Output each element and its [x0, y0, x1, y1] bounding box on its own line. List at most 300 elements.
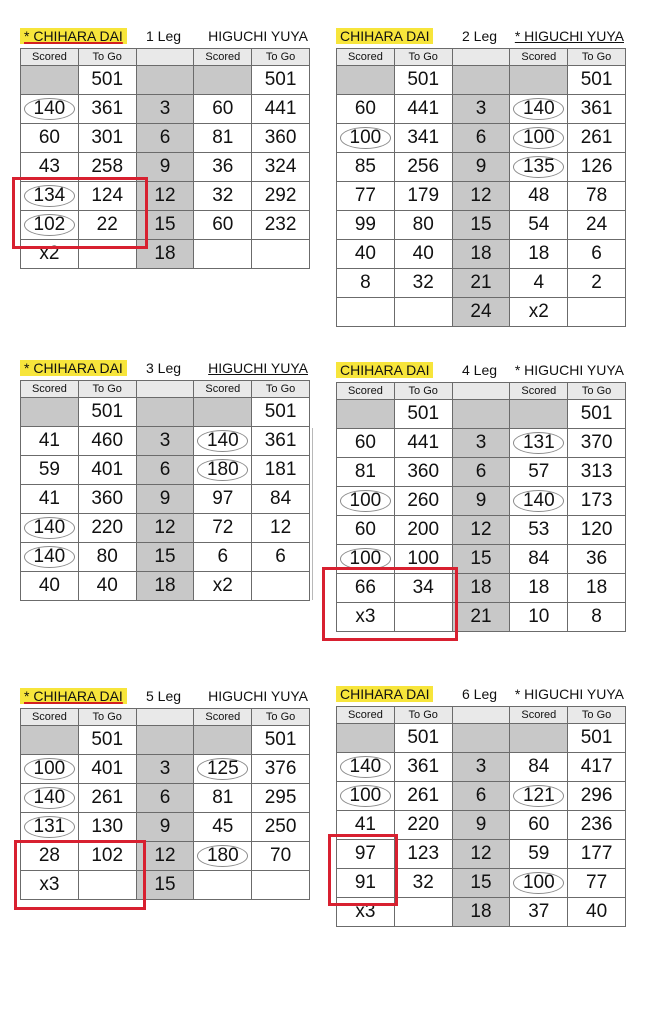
p2-scored-cell: 10	[510, 603, 568, 632]
leg-number: 1 Leg	[146, 28, 182, 44]
table-row	[337, 298, 626, 327]
darts-cell: 15	[136, 211, 194, 240]
p1-togo-header: To Go	[394, 383, 452, 400]
p2-scored-cell	[510, 724, 568, 753]
p1-scored-cell: 40	[337, 240, 395, 269]
p1-start-score: 501	[78, 726, 136, 755]
table-row	[21, 784, 310, 813]
darts-cell: 15	[452, 869, 510, 898]
p1-scored-cell	[337, 400, 395, 429]
darts-cell: 3	[452, 429, 510, 458]
p2-togo-cell: 361	[252, 427, 310, 456]
table-row	[21, 755, 310, 784]
p2-togo-cell: 181	[252, 456, 310, 485]
p1-togo-cell: 360	[394, 458, 452, 487]
p2-togo-cell: 295	[252, 784, 310, 813]
p1-scored-cell: 91	[337, 869, 395, 898]
p1-togo-cell: 100	[394, 545, 452, 574]
p2-togo-cell: 361	[568, 95, 626, 124]
p1-scored-cell: 60	[337, 95, 395, 124]
table-row	[337, 124, 626, 153]
p1-togo-cell: 341	[394, 124, 452, 153]
p2-togo-cell: 84	[252, 485, 310, 514]
p2-togo-cell: 236	[568, 811, 626, 840]
p1-scored-cell: 97	[337, 840, 395, 869]
p1-scored-cell: x3	[21, 871, 79, 900]
p1-scored-cell: 100	[337, 545, 395, 574]
p1-scored-cell: 100	[337, 782, 395, 811]
p2-scored-cell	[510, 66, 568, 95]
player2-name: * HIGUCHI YUYA	[514, 28, 624, 44]
darts-cell: 18	[136, 572, 194, 601]
p1-togo-cell: 40	[78, 572, 136, 601]
table-row	[21, 813, 310, 842]
table-row	[337, 429, 626, 458]
p2-scored-cell: 60	[194, 211, 252, 240]
p1-togo-cell: 260	[394, 487, 452, 516]
p1-scored-cell: 43	[21, 153, 79, 182]
start-row	[21, 66, 310, 95]
p2-togo-cell: 6	[568, 240, 626, 269]
table-row	[337, 487, 626, 516]
table-row	[21, 572, 310, 601]
p1-togo-cell: 460	[78, 427, 136, 456]
darts-cell: 3	[452, 95, 510, 124]
darts-cell: 6	[136, 456, 194, 485]
leg-header	[20, 686, 310, 708]
p1-scored-cell: 85	[337, 153, 395, 182]
leg-number: 3 Leg	[146, 360, 182, 376]
darts-header	[136, 709, 194, 726]
p1-scored-cell: 60	[21, 124, 79, 153]
leg-header	[336, 360, 626, 382]
p2-scored-cell: 180	[194, 842, 252, 871]
p1-togo-cell: 179	[394, 182, 452, 211]
p2-scored-cell: 54	[510, 211, 568, 240]
p2-scored-header: Scored	[194, 381, 252, 398]
p2-scored-header: Scored	[194, 49, 252, 66]
p1-scored-cell: 131	[21, 813, 79, 842]
p2-togo-cell: 173	[568, 487, 626, 516]
p1-togo-cell: 361	[78, 95, 136, 124]
p1-start-score: 501	[394, 724, 452, 753]
p2-togo-cell: 313	[568, 458, 626, 487]
p2-scored-cell: 140	[510, 95, 568, 124]
p2-start-score: 501	[252, 398, 310, 427]
p2-scored-cell: 59	[510, 840, 568, 869]
p2-togo-cell: 36	[568, 545, 626, 574]
table-row	[337, 240, 626, 269]
table-row	[337, 269, 626, 298]
p1-start-score: 501	[394, 66, 452, 95]
darts-cell: 21	[452, 603, 510, 632]
player2-name: * HIGUCHI YUYA	[514, 362, 624, 378]
p2-scored-cell: 84	[510, 753, 568, 782]
p2-scored-cell: 37	[510, 898, 568, 927]
p2-start-score: 501	[568, 724, 626, 753]
p2-togo-cell: 417	[568, 753, 626, 782]
p2-togo-cell: 292	[252, 182, 310, 211]
leg-header	[20, 358, 310, 380]
p2-togo-cell	[252, 572, 310, 601]
p2-scored-cell: 100	[510, 124, 568, 153]
p2-togo-cell: 78	[568, 182, 626, 211]
table-row	[337, 782, 626, 811]
darts-cell: 12	[136, 182, 194, 211]
darts-cell: 18	[452, 240, 510, 269]
darts-cell: 6	[136, 784, 194, 813]
darts-cell: 6	[452, 782, 510, 811]
p2-togo-cell: 232	[252, 211, 310, 240]
p1-togo-cell: 34	[394, 574, 452, 603]
player1-name: * CHIHARA DAI	[20, 688, 127, 704]
p1-scored-cell	[21, 398, 79, 427]
darts-header	[452, 49, 510, 66]
p1-scored-cell: 28	[21, 842, 79, 871]
p1-scored-cell: 41	[337, 811, 395, 840]
p2-togo-cell: 40	[568, 898, 626, 927]
start-row	[337, 400, 626, 429]
p2-togo-cell: 18	[568, 574, 626, 603]
p1-togo-cell: 130	[78, 813, 136, 842]
p1-togo-header: To Go	[78, 381, 136, 398]
p2-scored-cell: 45	[194, 813, 252, 842]
p2-scored-cell	[194, 726, 252, 755]
p1-scored-cell: 134	[21, 182, 79, 211]
table-row	[337, 95, 626, 124]
player2-name: HIGUCHI YUYA	[208, 688, 308, 704]
leg-2-scoresheet	[336, 26, 626, 327]
player2-name: HIGUCHI YUYA	[208, 28, 308, 44]
p2-scored-cell: 53	[510, 516, 568, 545]
p1-togo-cell: 200	[394, 516, 452, 545]
p1-scored-header: Scored	[21, 381, 79, 398]
p1-scored-cell: 100	[337, 124, 395, 153]
player2-name: * HIGUCHI YUYA	[514, 686, 624, 702]
p1-scored-cell: 100	[337, 487, 395, 516]
player1-name: CHIHARA DAI	[336, 686, 433, 702]
darts-header	[452, 383, 510, 400]
p2-start-score: 501	[568, 400, 626, 429]
p2-togo-cell: 360	[252, 124, 310, 153]
p2-togo-cell: 12	[252, 514, 310, 543]
p2-togo-header: To Go	[252, 49, 310, 66]
p2-togo-cell: 120	[568, 516, 626, 545]
p2-scored-cell: x2	[194, 572, 252, 601]
column-divider	[312, 428, 313, 600]
p2-scored-cell: 36	[194, 153, 252, 182]
p2-scored-cell: 32	[194, 182, 252, 211]
darts-cell: 3	[136, 427, 194, 456]
table-row	[21, 124, 310, 153]
darts-cell	[452, 66, 510, 95]
p2-scored-cell: 81	[194, 124, 252, 153]
player1-name: * CHIHARA DAI	[20, 360, 127, 376]
table-row	[337, 153, 626, 182]
p1-start-score: 501	[394, 400, 452, 429]
p2-togo-cell	[252, 240, 310, 269]
p1-togo-cell: 220	[78, 514, 136, 543]
darts-cell: 15	[452, 545, 510, 574]
p2-togo-cell: 6	[252, 543, 310, 572]
darts-cell	[452, 724, 510, 753]
darts-cell: 15	[452, 211, 510, 240]
p2-togo-cell: 8	[568, 603, 626, 632]
start-row	[337, 724, 626, 753]
checkout-highlight-box	[322, 567, 458, 641]
p1-togo-cell: 102	[78, 842, 136, 871]
p2-togo-cell: 370	[568, 429, 626, 458]
start-row	[21, 726, 310, 755]
p2-scored-cell: 100	[510, 869, 568, 898]
darts-cell: 12	[136, 514, 194, 543]
p2-togo-cell	[252, 871, 310, 900]
p1-scored-header: Scored	[337, 707, 395, 724]
p1-scored-cell: 60	[337, 429, 395, 458]
darts-cell: 9	[452, 487, 510, 516]
p2-togo-header: To Go	[568, 49, 626, 66]
p1-togo-cell: 258	[78, 153, 136, 182]
darts-cell	[452, 400, 510, 429]
p1-scored-cell	[21, 66, 79, 95]
p1-togo-cell: 80	[78, 543, 136, 572]
p1-scored-cell: 77	[337, 182, 395, 211]
p1-scored-cell: 140	[21, 784, 79, 813]
header-row	[337, 707, 626, 724]
p1-scored-cell: 140	[337, 753, 395, 782]
darts-header	[136, 49, 194, 66]
header-row	[337, 383, 626, 400]
player2-name: HIGUCHI YUYA	[208, 360, 308, 376]
leg-header	[336, 684, 626, 706]
p2-start-score: 501	[252, 66, 310, 95]
darts-cell: 3	[136, 95, 194, 124]
leg-header	[336, 26, 626, 48]
p2-togo-cell: 296	[568, 782, 626, 811]
darts-cell	[136, 726, 194, 755]
p1-scored-cell: 140	[21, 514, 79, 543]
p1-scored-cell	[337, 66, 395, 95]
leg-number: 2 Leg	[462, 28, 498, 44]
p2-togo-cell: 250	[252, 813, 310, 842]
p1-scored-header: Scored	[21, 49, 79, 66]
darts-cell: 12	[136, 842, 194, 871]
p2-togo-cell: 70	[252, 842, 310, 871]
score-table	[20, 380, 310, 601]
darts-cell: 9	[136, 485, 194, 514]
p2-scored-cell	[194, 240, 252, 269]
p1-togo-header: To Go	[78, 49, 136, 66]
p2-scored-cell: 6	[194, 543, 252, 572]
table-row	[21, 456, 310, 485]
darts-header	[136, 381, 194, 398]
header-row	[21, 381, 310, 398]
p2-scored-cell: 180	[194, 456, 252, 485]
p2-togo-cell: 2	[568, 269, 626, 298]
p2-togo-header: To Go	[252, 381, 310, 398]
p2-scored-cell: 4	[510, 269, 568, 298]
p1-togo-cell: 40	[394, 240, 452, 269]
p1-togo-header: To Go	[78, 709, 136, 726]
darts-cell: 15	[136, 871, 194, 900]
p1-start-score: 501	[78, 66, 136, 95]
p2-start-score: 501	[568, 66, 626, 95]
header-row	[21, 49, 310, 66]
darts-cell: 3	[452, 753, 510, 782]
table-row	[337, 182, 626, 211]
p1-togo-cell: 124	[78, 182, 136, 211]
p1-scored-cell: x3	[337, 898, 395, 927]
darts-cell: 6	[452, 458, 510, 487]
player1-name: CHIHARA DAI	[336, 28, 433, 44]
p2-togo-cell: 376	[252, 755, 310, 784]
start-row	[337, 66, 626, 95]
p1-scored-cell: 8	[337, 269, 395, 298]
p1-togo-cell: 361	[394, 753, 452, 782]
p2-scored-cell: 125	[194, 755, 252, 784]
p1-scored-cell	[337, 724, 395, 753]
darts-cell: 12	[452, 182, 510, 211]
p1-scored-cell: 40	[21, 572, 79, 601]
leg-number: 6 Leg	[462, 686, 498, 702]
darts-cell	[136, 398, 194, 427]
p1-scored-cell: 41	[21, 427, 79, 456]
p1-togo-cell: 22	[78, 211, 136, 240]
p1-togo-header: To Go	[394, 707, 452, 724]
darts-cell: 9	[452, 811, 510, 840]
p1-scored-header: Scored	[21, 709, 79, 726]
p1-scored-cell: 102	[21, 211, 79, 240]
p2-scored-cell	[194, 871, 252, 900]
p1-togo-cell: 401	[78, 456, 136, 485]
p2-togo-cell	[568, 298, 626, 327]
darts-header	[452, 707, 510, 724]
p2-togo-cell: 77	[568, 869, 626, 898]
p2-scored-cell: 140	[510, 487, 568, 516]
p1-togo-cell: 220	[394, 811, 452, 840]
p2-scored-cell: 140	[194, 427, 252, 456]
player1-name: * CHIHARA DAI	[20, 28, 127, 44]
p1-togo-cell: 80	[394, 211, 452, 240]
leg-header	[20, 26, 310, 48]
p2-togo-cell: 261	[568, 124, 626, 153]
table-row	[337, 211, 626, 240]
p1-scored-cell: 60	[337, 516, 395, 545]
p2-togo-cell: 24	[568, 211, 626, 240]
table-row	[21, 543, 310, 572]
p1-scored-cell	[21, 726, 79, 755]
p1-scored-cell: 81	[337, 458, 395, 487]
p2-scored-cell: 121	[510, 782, 568, 811]
p1-togo-cell: 32	[394, 269, 452, 298]
p2-togo-header: To Go	[568, 383, 626, 400]
p2-togo-cell: 441	[252, 95, 310, 124]
table-row	[21, 95, 310, 124]
p1-scored-cell: 41	[21, 485, 79, 514]
header-row	[21, 709, 310, 726]
p2-scored-cell: 97	[194, 485, 252, 514]
p1-scored-cell	[337, 298, 395, 327]
darts-cell: 12	[452, 840, 510, 869]
darts-cell: 18	[452, 574, 510, 603]
p1-scored-header: Scored	[337, 49, 395, 66]
p1-togo-cell	[394, 298, 452, 327]
p2-togo-cell: 126	[568, 153, 626, 182]
table-row	[21, 427, 310, 456]
darts-cell: 9	[136, 813, 194, 842]
p1-togo-cell: 441	[394, 429, 452, 458]
p2-togo-cell: 324	[252, 153, 310, 182]
p1-togo-cell: 401	[78, 755, 136, 784]
p1-togo-cell: 256	[394, 153, 452, 182]
darts-cell: 18	[136, 240, 194, 269]
p1-scored-cell: 66	[337, 574, 395, 603]
p1-scored-cell: x2	[21, 240, 79, 269]
table-row	[21, 514, 310, 543]
darts-cell: 24	[452, 298, 510, 327]
table-row	[21, 485, 310, 514]
p2-scored-header: Scored	[510, 383, 568, 400]
p1-scored-cell: 59	[21, 456, 79, 485]
darts-cell: 21	[452, 269, 510, 298]
p1-togo-cell: 261	[78, 784, 136, 813]
p1-togo-cell: 441	[394, 95, 452, 124]
darts-cell: 3	[136, 755, 194, 784]
darts-cell: 15	[136, 543, 194, 572]
table-row	[337, 753, 626, 782]
leg-number: 4 Leg	[462, 362, 498, 378]
p2-scored-cell: 84	[510, 545, 568, 574]
p2-scored-cell: 18	[510, 574, 568, 603]
p1-togo-cell: 360	[78, 485, 136, 514]
p2-togo-header: To Go	[568, 707, 626, 724]
start-row	[21, 398, 310, 427]
darts-cell: 9	[136, 153, 194, 182]
p1-start-score: 501	[78, 398, 136, 427]
darts-cell: 9	[452, 153, 510, 182]
p2-start-score: 501	[252, 726, 310, 755]
p2-scored-cell: x2	[510, 298, 568, 327]
checkout-highlight-box	[14, 840, 146, 910]
darts-cell: 18	[452, 898, 510, 927]
p2-scored-cell: 48	[510, 182, 568, 211]
player1-name: CHIHARA DAI	[336, 362, 433, 378]
p1-togo-cell: 32	[394, 869, 452, 898]
p1-togo-cell: 301	[78, 124, 136, 153]
p1-scored-cell: 140	[21, 543, 79, 572]
p1-scored-cell: 99	[337, 211, 395, 240]
p2-togo-cell: 177	[568, 840, 626, 869]
darts-cell: 12	[452, 516, 510, 545]
darts-cell: 6	[136, 124, 194, 153]
p2-scored-header: Scored	[194, 709, 252, 726]
p2-scored-header: Scored	[510, 707, 568, 724]
table-row	[337, 458, 626, 487]
p2-scored-cell	[510, 400, 568, 429]
p1-scored-cell: 140	[21, 95, 79, 124]
p1-scored-cell: x3	[337, 603, 395, 632]
p1-togo-cell	[394, 898, 452, 927]
p2-scored-cell: 131	[510, 429, 568, 458]
p1-togo-cell: 261	[394, 782, 452, 811]
table-row	[337, 516, 626, 545]
score-table	[336, 48, 626, 327]
p2-scored-cell: 135	[510, 153, 568, 182]
p2-scored-cell: 57	[510, 458, 568, 487]
p2-scored-header: Scored	[510, 49, 568, 66]
p2-scored-cell: 18	[510, 240, 568, 269]
leg-3-scoresheet	[20, 358, 310, 601]
